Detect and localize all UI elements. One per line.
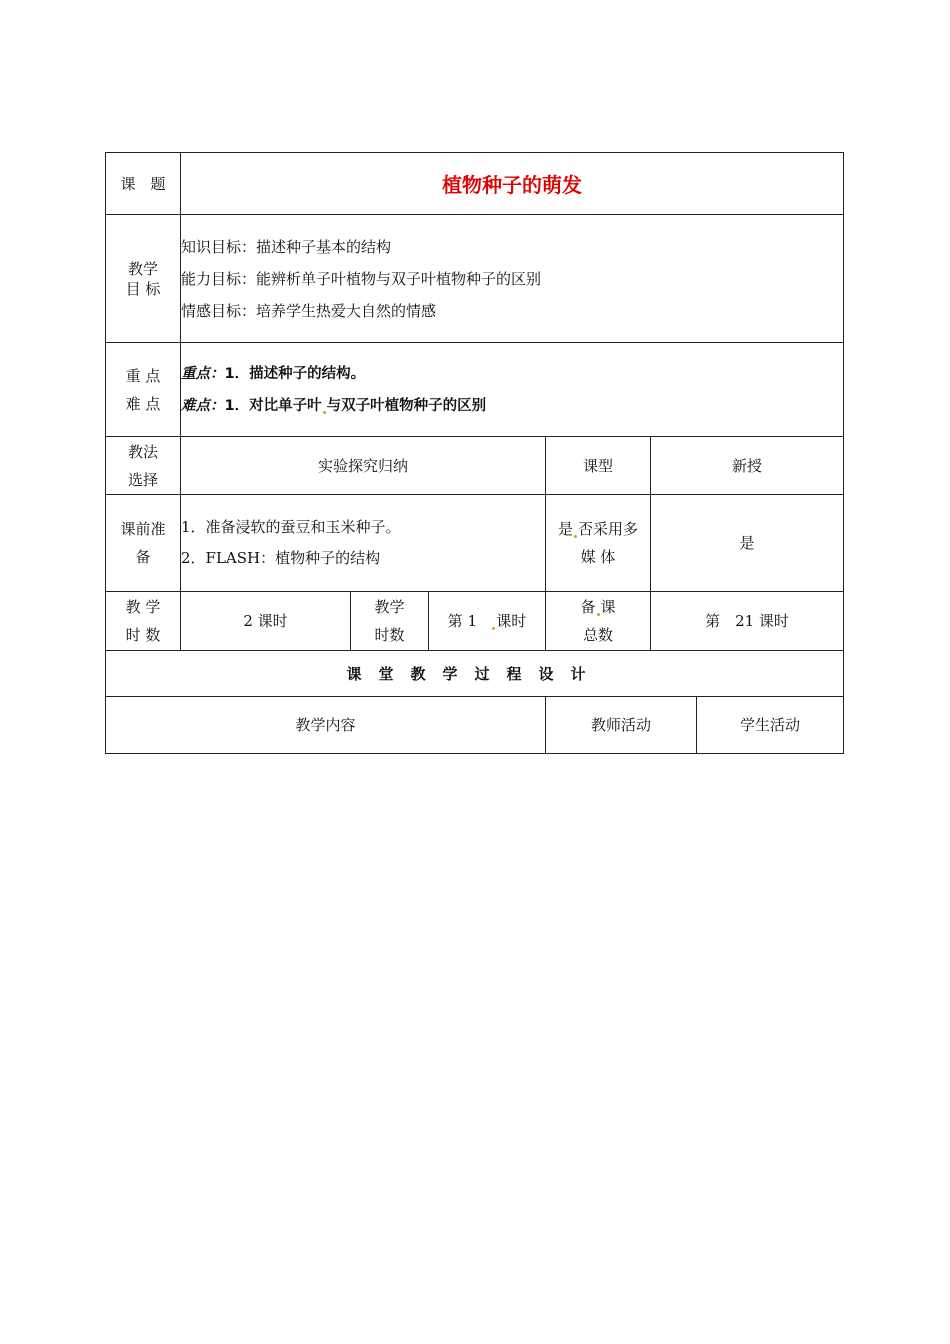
objective-knowledge: 知识目标：描述种子基本的结构 xyxy=(181,237,392,256)
objectives-list xyxy=(181,215,844,343)
method-label: 教法 选择 xyxy=(106,437,181,495)
lesson-hours-label: 教学 时数 xyxy=(351,592,429,651)
key-points-label: 重 点 难 点 xyxy=(106,343,181,437)
type-label: 课型 xyxy=(546,437,651,495)
key-points-row xyxy=(106,343,844,437)
objectives-row xyxy=(106,215,844,343)
prepared-total-label: 备 课 总数 xyxy=(546,592,651,651)
method-row xyxy=(106,437,844,495)
preparation-row xyxy=(106,495,844,592)
objective-ability: 能力目标：能辨析单子叶植物与双子叶植物种子的区别 xyxy=(181,269,542,288)
hours-label: 教 学 时 数 xyxy=(106,592,181,651)
objective-emotion: 情感目标：培养学生热爱大自然的情感 xyxy=(181,301,437,320)
preparation-label: 课前准 备 xyxy=(106,495,181,592)
mark-dot xyxy=(597,613,600,616)
difficult-point: 难点：1．对比单子叶 与双子叶植物种子的区别 xyxy=(181,397,487,414)
column-student-activity: 学生活动 xyxy=(697,697,844,754)
multimedia-label: 是 否采用多 媒 体 xyxy=(546,495,651,592)
mark-dot xyxy=(574,535,577,538)
key-point: 重点：1．描述种子的结构。 xyxy=(181,365,366,382)
type-value: 新授 xyxy=(651,437,844,495)
preparation-item: 1．准备浸软的蚕豆和玉米种子。 xyxy=(181,518,401,536)
column-teacher-activity: 教师活动 xyxy=(546,697,697,754)
prepared-total-value: 第 21 课时 xyxy=(651,592,844,651)
process-heading-row xyxy=(106,651,844,697)
process-heading: 课堂教学过程设计 xyxy=(106,651,844,697)
mark-dot xyxy=(323,411,326,414)
mark-dot xyxy=(492,627,495,630)
objectives-label: 教学 目 标 xyxy=(106,215,181,343)
hours-row xyxy=(106,592,844,651)
column-teaching-content: 教学内容 xyxy=(106,697,546,754)
method-value: 实验探究归纳 xyxy=(181,437,546,495)
lesson-hours-value: 第 1 课时 xyxy=(429,592,546,651)
topic-label: 课 题 xyxy=(106,153,181,215)
preparation-item: 2．FLASH：植物种子的结构 xyxy=(181,549,381,567)
lesson-plan-table xyxy=(105,152,844,754)
topic-title: 植物种子的萌发 xyxy=(181,153,844,215)
key-points-content xyxy=(181,343,844,437)
multimedia-value: 是 xyxy=(651,495,844,592)
process-columns-row xyxy=(106,697,844,754)
topic-row xyxy=(106,153,844,215)
preparation-list xyxy=(181,495,546,592)
hours-value: 2 课时 xyxy=(181,592,351,651)
